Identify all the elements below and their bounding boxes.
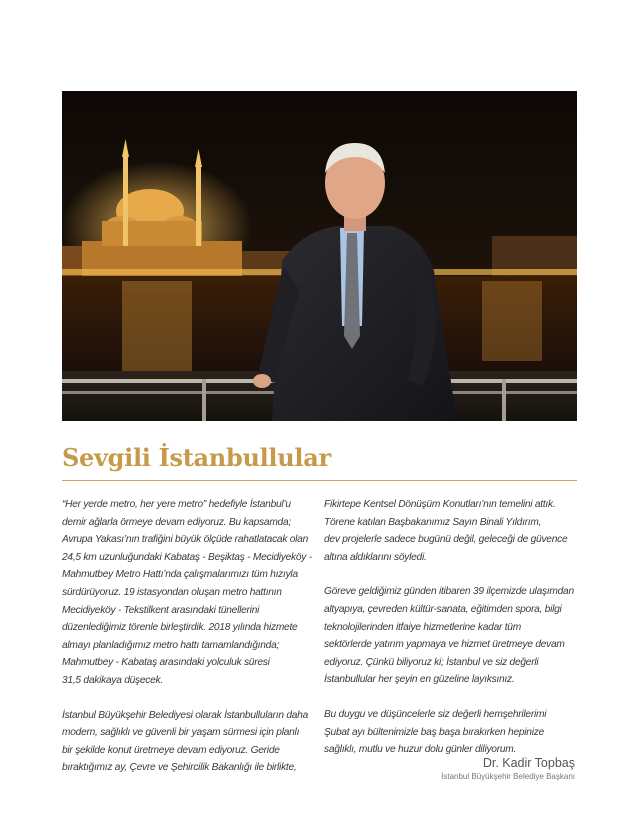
text-line: düzenlediğimiz törenle birleştirdik. 2018 yılında hizmete	[62, 622, 298, 634]
text-line: modern, sağlıklı ve güvenli bir yaşam sürmesi için planlı	[62, 727, 300, 739]
text-line: Avrupa Yakası’nın trafiğini büyük ölçüde rahatlatacak olan	[62, 534, 309, 546]
hero-photo	[62, 91, 577, 421]
text-line: Mecidiyeköy - Tekstilkent arasındaki tünellerini	[62, 604, 260, 616]
paragraph	[324, 496, 584, 566]
text-line: sağlıklı, mutlu ve huzur dolu günler diliyorum.	[324, 744, 517, 756]
text-line: 24,5 km uzunluğundaki Kabataş - Beşiktaş - Mecidiyeköy -	[62, 551, 312, 563]
signature-name: Dr. Kadir Topbaş	[482, 756, 575, 770]
text-line: İstanbul Büyükşehir Belediyesi olarak İstanbulluların daha	[62, 709, 309, 721]
text-line: dev projelerle sadece bugünü değil, geleceği de güvence	[324, 534, 568, 546]
text-line: bir şekilde konut üretmeye devam ediyoruz. Geride	[62, 744, 280, 756]
paragraph	[324, 583, 584, 689]
paragraph	[62, 496, 320, 690]
right-column	[324, 496, 584, 776]
text-line: Mahmutbey - Kabataş arasındaki yolculuk süresi	[62, 657, 270, 669]
text-line: demir ağlarla örmeye devam ediyoruz. Bu kapsamda;	[62, 516, 291, 528]
text-line: Şubat ayı bültenimizle baş başa bırakırken hepinize	[324, 726, 545, 738]
text-line: sürdürüyoruz. 19 istasyondan oluşan metro hattının	[62, 586, 282, 598]
text-line: Törene katılan Başbakanımız Sayın Binali Yıldırım,	[324, 516, 542, 528]
signature-block	[441, 756, 575, 782]
text-line: Fikirtepe Kentsel Dönüşüm Konutları’nın temelini attık.	[324, 499, 556, 510]
heading-divider	[62, 480, 577, 481]
text-line: ediyoruz. Çünkü biliyoruz ki; İstanbul ve siz değerli	[324, 656, 539, 668]
page-title: Sevgili İstanbullular	[62, 443, 331, 472]
mayor-portrait-photo	[62, 91, 577, 421]
text-line: almayı planladığımız metro hattı tamamlandığında;	[62, 639, 280, 651]
text-line: altına aldıklarını söyledi.	[324, 551, 427, 563]
text-line: Mahmutbey Metro Hattı’nda çalışmalarımızı tüm hızıyla	[62, 569, 298, 581]
signature-title: İstanbul Büyükşehir Belediye Başkanı	[441, 772, 575, 781]
text-line: bıraktığımız ay, Çevre ve Şehircilik Bakanlığı ile birlikte,	[62, 762, 297, 774]
paragraph	[62, 707, 320, 777]
text-line: teknolojilerinden itfaiye hizmetlerine kadar tüm	[324, 621, 521, 633]
text-line: 31,5 dakikaya düşecek.	[62, 674, 163, 686]
left-column	[62, 496, 320, 794]
paragraph	[324, 706, 584, 759]
text-line: Bu duygu ve düşüncelerle siz değerli hemşehrilerimi	[324, 708, 547, 720]
text-line: Göreve geldiğimiz günden itibaren 39 ilçemizde ulaşımdan	[324, 586, 574, 598]
text-line: altyapıya, çevreden kültür-sanata, eğitimden spora, bilgi	[324, 603, 562, 615]
text-line: sektörlerde yatırım yapmaya ve hizmet üretmeye devam	[324, 639, 565, 651]
text-line: “Her yerde metro, her yere metro” hedefiyle İstanbul’u	[62, 499, 291, 510]
text-line: İstanbullular her şeyin en güzeline layıksınız.	[324, 674, 515, 686]
